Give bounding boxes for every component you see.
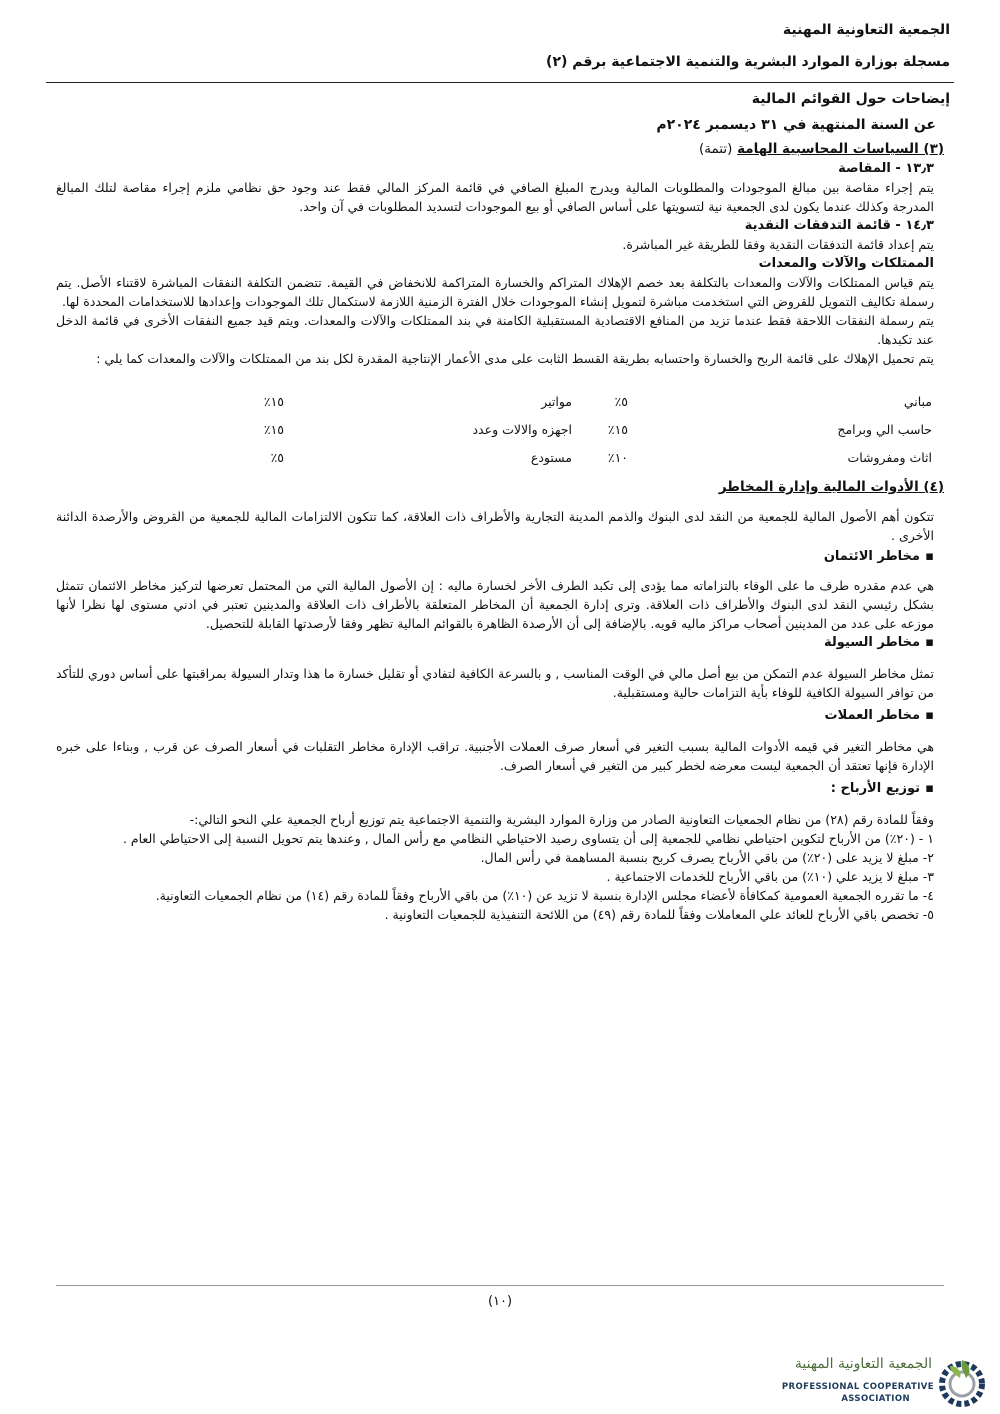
rate-value: ٥٪ (270, 450, 284, 465)
page-number: (١٠) (487, 1294, 513, 1309)
section-note: (تتمة) (699, 141, 733, 157)
list-intro: وفقاً للمادة رقم (٢٨) من نظام الجمعيات التعاونية الصادر من وزارة الموارد البشرية والتنمية الاجتماعية يتم توزيع أرباح الجمعية علي النحو التالي:- (189, 812, 934, 827)
bullet-title: مخاطر العملات (824, 708, 920, 723)
list-item: ٣- مبلغ لا يزيد علي (١٠٪) من باقي الأرباح للخدمات الاجتماعية . (606, 869, 934, 884)
section-title: (٤) الأدوات المالية وإدارة المخاطر (718, 479, 944, 495)
subheading-cash-flows: ١٤٫٣ - قائمة التدفقات النقدية (744, 218, 934, 233)
bullet-credit-risk (56, 547, 934, 566)
header-divider (46, 82, 954, 83)
rate-name: اجهزه والالات وعدد (472, 422, 572, 437)
logo-text-en-2: ASSOCIATION (841, 1394, 910, 1404)
bullet-title: توزيع الأرباح : (830, 781, 920, 796)
paragraph-cash-flows: يتم إعداد قائمة التدفقات النقدية وفقا للطريقة غير المباشرة. (622, 237, 934, 252)
paragraph-ppe-2: يتم رسملة النفقات اللاحقة فقط عندما تزيد من المنافع الاقتصادية المستقبلية الكامنة في بند الممتلكات والآلات والمعدات. ويتم قيد جميع النفقات الأخرى في قائمة الدخل عند تكبدها. (56, 313, 934, 347)
bullet-icon: ▪ (925, 549, 934, 564)
section-title: (٣) السياسات المحاسبية الهامة (737, 141, 944, 157)
paragraph-credit-risk: هي عدم مقدره طرف ما على الوفاء بالتزاماته مما يؤدى إلى تكبد الطرف الأخر لخسارة ماليه : إن الأصول المالية التي من المحتمل تعرضها لتركيز مخاطر الائتمان تتمثل بشكل رئيسي النقد لدى البنوك والأطراف ذات العلاقة. وترى إدارة الجمعية أن المخاطر المتعلقة بالأطراف ذات العلاقة والمدينين تعتبر في ادني مستوى لها نظرا لأنها موزعه على عدد من المدينين أصحاب مراكز ماليه قويه. بالإضافة إلى أن الأرصدة الظاهرة بالقوائم المالية تظهر وفقا لأرصدتها القابلة للتحصيل. (56, 578, 934, 631)
rate-name: حاسب الي وبرامج (837, 422, 932, 437)
subheading-ppe: الممتلكات والآلات والمعدات (758, 256, 934, 271)
paragraph-ppe-1: يتم قياس الممتلكات والآلات والمعدات بالتكلفة بعد خصم الإهلاك المتراكم والخسارة المتراكمة للانخفاض في القيمة. تتضمن التكلفة النفقات المباشرة لاقتناء الأصل. يتم رسملة تكاليف التمويل للقروض التي استخدمت مباشرة لتمويل إنشاء الموجودات خلال الفترة الزمنية اللازمة لاستكمال تلك الموجودات وإعدادها للاستخدامات المحددة لها. (56, 275, 934, 309)
profit-distribution-list (56, 810, 934, 924)
rate-name: مواتير (541, 394, 572, 409)
doc-period: عن السنة المنتهية في ٣١ ديسمبر ٢٠٢٤م (656, 117, 936, 133)
section-heading-risk (56, 478, 944, 497)
doc-title: إيضاحات حول القوائم المالية (751, 91, 950, 107)
list-item: ٢- مبلغ لا يزيد على (٢٠٪) من باقي الأرباح يصرف كربح بنسبة المساهمة في رأس المال. (480, 850, 934, 865)
bullet-title: مخاطر الائتمان (823, 549, 920, 564)
paragraph-risk-intro: تتكون أهم الأصول المالية للجمعية من النقد لدى البنوك والذمم المدينة التجارية والأطراف ذات العلاقة، كما تتكون الالتزامات المالية للجمعية من القروض والأرصدة الدائنة الأخرى . (56, 509, 934, 543)
section-heading-policies (56, 140, 944, 159)
bullet-profit-distribution (56, 779, 934, 798)
footer-logo (781, 1352, 990, 1412)
bullet-icon: ▪ (925, 708, 934, 723)
rate-name: مستودع (530, 450, 572, 465)
depreciation-rates (56, 374, 944, 470)
paragraph-ppe-3: يتم تحميل الإهلاك على قائمة الربح والخسارة واحتسابه بطريقة القسط الثابت على مدى الأعمار الإنتاجية المقدرة لكل بند من الممتلكات والآلات والمعدات كما يلي : (96, 351, 934, 366)
list-item: ١ - (٢٠٪) من الأرباح لتكوين احتياطي نظامي للجمعية إلى أن يتساوى رصيد الاحتياطي النظامي مع رأس المال , وعندها يتم تحويل النسبة إلى الاحتياطي العام . (122, 831, 934, 846)
bullet-icon: ▪ (925, 635, 934, 650)
rate-value: ١٠٪ (607, 450, 628, 465)
paragraph-liquidity-risk: تمثل مخاطر السيولة عدم التمكن من بيع أصل مالي في الوقت المناسب , و بالسرعة الكافية لتفادي أو تقليل خسارة ما هذا وتدار السيولة بمراقبتها على أساس دوري للتأكد من توافر السيولة الكافية للوفاء بأية التزامات حالية ومستقبلية. (56, 666, 934, 700)
paragraph-currency-risk: هي مخاطر التغير في قيمه الأدوات المالية بسبب التغير في أسعار صرف العملات الأجنبية. تراقب الإدارة مخاطر التقلبات في أسعار الصرف عن قرب , وبناءا على خبره الإدارة فإنها تعتقد أن الجمعية ليست معرضه لخطر كبير من التغير في أسعار الصرف. (56, 739, 934, 773)
rate-name: اثاث ومفروشات (847, 450, 932, 465)
gear-leaf-icon (936, 1354, 988, 1410)
logo-text-ar: الجمعية التعاونية المهنية (794, 1356, 932, 1372)
content (56, 140, 944, 924)
bullet-icon: ▪ (925, 781, 934, 796)
rate-value: ١٥٪ (607, 422, 628, 437)
org-name: الجمعية التعاونية المهنية (782, 22, 950, 38)
bullet-currency-risk (56, 706, 934, 725)
subheading-offset: ١٣٫٣ - المقاصة (838, 161, 934, 176)
list-item: ٥- تخصص باقي الأرباح للعائد علي المعاملات وفقاً للمادة رقم (٤٩) من اللائحة التنفيذية للجمعيات التعاونية . (384, 907, 934, 922)
rate-value: ١٥٪ (263, 394, 284, 409)
logo-text-en: PROFESSIONAL COOPERATIVE (781, 1382, 934, 1392)
rate-value: ١٥٪ (263, 422, 284, 437)
list-item: ٤- ما تقرره الجمعية العمومية كمكافأة لأعضاء مجلس الإدارة بنسبة لا تزيد عن (١٠٪) من باقي الأرباح وفقاً للمادة رقم (١٤) من نظام الجمعيات التعاونية. (155, 888, 934, 903)
bullet-liquidity-risk (56, 633, 934, 652)
rate-name: مباني (903, 394, 932, 409)
rate-value: ٥٪ (614, 394, 628, 409)
bullet-title: مخاطر السيولة (824, 635, 920, 650)
footer-divider (56, 1285, 944, 1286)
registration-line: مسجلة بوزارة الموارد البشرية والتنمية الاجتماعية برقم (٢) (546, 54, 950, 70)
paragraph-offset: يتم إجراء مقاصة بين مبالغ الموجودات والمطلوبات المالية ويدرج المبلغ الصافي في قائمة المركز المالي فقط عند وجود حق نظامي ملزم إجراء مقاصة لتلك المبالغ المدرجة وكذلك عندما يكون لدى الجمعية نية لتسويتها على أساس الصافي أو بيع الموجودات لتسديد المطلوبات في آن واحد. (56, 180, 934, 214)
